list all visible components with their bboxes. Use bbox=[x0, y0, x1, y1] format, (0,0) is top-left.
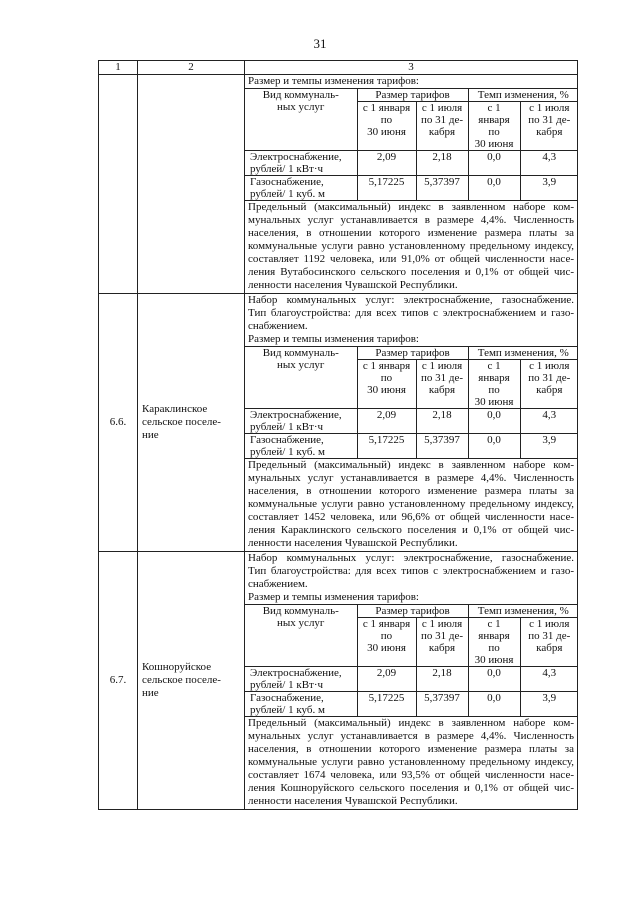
index-note-line: ленности населения Чувашской Республики. bbox=[248, 279, 458, 291]
tariff-value: 0,0 bbox=[468, 692, 520, 717]
period-header-line: по bbox=[380, 114, 393, 126]
tariff-value: 5,37397 bbox=[416, 176, 468, 201]
period-header-line: кабря bbox=[536, 384, 563, 396]
index-note-line: мунальных услуг устанавливается в размере 4,4%. Численность bbox=[248, 214, 574, 226]
municipality-content bbox=[245, 294, 578, 552]
tariff-value: 5,17225 bbox=[357, 434, 416, 459]
index-note-line: коммунальные услуги равно установленному предельному индексу, bbox=[248, 498, 574, 510]
tariff-value: 5,37397 bbox=[416, 692, 468, 717]
period-header-line: с 1 января bbox=[478, 102, 510, 126]
period-header-line: с 1 января bbox=[362, 618, 411, 630]
period-header-line: по bbox=[488, 642, 500, 654]
service-type-header bbox=[245, 89, 357, 151]
municipality-row bbox=[99, 75, 578, 294]
period-header-line: по bbox=[380, 372, 393, 384]
tariff-value: 2,09 bbox=[357, 151, 416, 176]
service-name-line: Газоснабжение, bbox=[250, 434, 324, 446]
index-note-line: ленности населения Чувашской Республики. bbox=[248, 795, 458, 807]
service-name-line: Электроснабжение, bbox=[250, 667, 342, 679]
intro-line: Набор коммунальных услуг: электроснабжение, газоснабжение. bbox=[248, 552, 574, 564]
tariff-table-wrapper bbox=[245, 88, 577, 201]
growth-rate-header: Темп изменения, % bbox=[468, 605, 578, 618]
period-header-line: с 1 января bbox=[478, 360, 510, 384]
tariff-table-wrapper bbox=[245, 604, 577, 717]
growth-rate-header: Темп изменения, % bbox=[468, 347, 578, 360]
municipality-number: 6.7. bbox=[99, 552, 138, 810]
period-header-line: с 1 января bbox=[478, 618, 510, 642]
service-name bbox=[245, 667, 357, 692]
period-header-line: с 1 января bbox=[362, 102, 411, 114]
growth-rate-header: Темп изменения, % bbox=[468, 89, 578, 102]
page-number: 31 bbox=[313, 36, 327, 51]
index-note-line: населения, в отношении которого изменение размера платы за bbox=[248, 227, 574, 239]
municipality-name-line: ние bbox=[142, 687, 159, 699]
period-header bbox=[357, 102, 416, 151]
period-header bbox=[357, 360, 416, 409]
index-note-line: коммунальные услуги равно установленному предельному индексу, bbox=[248, 240, 574, 252]
tariff-table-title: Размер и темпы изменения тарифов: bbox=[248, 75, 419, 87]
period-header-line: по 31 де- bbox=[420, 372, 464, 384]
period-header bbox=[468, 360, 520, 409]
period-header bbox=[468, 102, 520, 151]
service-name bbox=[245, 151, 357, 176]
service-name-line: Электроснабжение, bbox=[250, 151, 342, 163]
service-name bbox=[245, 692, 357, 717]
tariff-row bbox=[245, 409, 578, 434]
period-header-line: по 31 де- bbox=[528, 114, 571, 126]
period-header bbox=[520, 618, 578, 667]
service-name-line: рублей/ 1 кВт·ч bbox=[250, 163, 324, 175]
municipality-content bbox=[245, 552, 578, 810]
index-note-line: ления Вутабосинского сельского поселения и 0,1% от общей чис- bbox=[248, 266, 574, 278]
municipality-name bbox=[138, 75, 245, 294]
tariff-table bbox=[245, 604, 578, 717]
tariff-value: 0,0 bbox=[468, 667, 520, 692]
municipality-name-line: ние bbox=[142, 429, 159, 441]
tariff-document-table bbox=[98, 60, 578, 810]
municipality-name bbox=[138, 294, 245, 552]
period-header-line: по bbox=[488, 126, 500, 138]
tariff-value: 2,09 bbox=[357, 667, 416, 692]
period-header-line: с 1 января bbox=[362, 360, 411, 372]
municipality-row bbox=[99, 294, 578, 552]
index-note-line: ления Караклинского сельского поселения и 0,1% от общей чис- bbox=[248, 524, 574, 536]
service-type-header-line: Вид коммуналь- bbox=[262, 347, 339, 359]
tariff-table-wrapper bbox=[245, 346, 577, 459]
tariff-row bbox=[245, 176, 578, 201]
municipality-name-line: Караклинское bbox=[142, 403, 208, 415]
period-header bbox=[357, 618, 416, 667]
index-note-line: мунальных услуг устанавливается в размере 4,4%. Численность bbox=[248, 472, 574, 484]
tariff-value: 5,17225 bbox=[357, 176, 416, 201]
tariff-table bbox=[245, 88, 578, 201]
tariff-row bbox=[245, 667, 578, 692]
period-header-line: с 1 июля bbox=[529, 102, 570, 114]
service-name-line: Газоснабжение, bbox=[250, 692, 324, 704]
period-header-line: кабря bbox=[428, 642, 456, 654]
municipality-name bbox=[138, 552, 245, 810]
tariff-value: 0,0 bbox=[468, 434, 520, 459]
tariff-value: 3,9 bbox=[520, 176, 578, 201]
index-note-line: мунальных услуг устанавливается в размере 4,4%. Численность bbox=[248, 730, 574, 742]
service-type-header-line: ных услуг bbox=[277, 617, 325, 629]
period-header-line: 30 июня bbox=[474, 396, 514, 408]
period-header bbox=[468, 618, 520, 667]
tariff-value: 5,17225 bbox=[357, 692, 416, 717]
service-name bbox=[245, 434, 357, 459]
column-number-3: 3 bbox=[245, 61, 578, 75]
index-note-line: ления Кошноруйского сельского поселения и 0,1% от общей чис- bbox=[248, 782, 574, 794]
index-note-line: составляет 1674 человека, или 93,5% от общей численности насе- bbox=[248, 769, 574, 781]
municipality-name-line: Кошноруйское bbox=[142, 661, 212, 673]
column-number-row bbox=[99, 61, 578, 75]
index-note-line: Предельный (максимальный) индекс в заявленном наборе ком- bbox=[248, 717, 574, 729]
period-header-line: 30 июня bbox=[367, 126, 406, 138]
period-header-line: с 1 июля bbox=[421, 618, 463, 630]
intro-line: Тип благоустройства: для всех типов с электроснабжением и газо- bbox=[248, 565, 574, 577]
period-header-line: по bbox=[380, 630, 393, 642]
service-name-line: Газоснабжение, bbox=[250, 176, 324, 188]
intro-line: Тип благоустройства: для всех типов с электроснабжением и газо- bbox=[248, 307, 574, 319]
tariff-value: 2,18 bbox=[416, 667, 468, 692]
tariff-header-row bbox=[245, 89, 578, 102]
tariff-header-row bbox=[245, 347, 578, 360]
tariff-value: 4,3 bbox=[520, 151, 578, 176]
service-type-header-line: Вид коммуналь- bbox=[262, 89, 339, 101]
period-header bbox=[520, 360, 578, 409]
municipality-number bbox=[99, 75, 138, 294]
period-header-line: 30 июня bbox=[367, 642, 406, 654]
period-header bbox=[416, 360, 468, 409]
period-header bbox=[416, 102, 468, 151]
period-header-line: 30 июня bbox=[367, 384, 406, 396]
service-name bbox=[245, 176, 357, 201]
tariff-value: 2,09 bbox=[357, 409, 416, 434]
index-note-line: населения, в отношении которого изменение размера платы за bbox=[248, 485, 574, 497]
period-header-line: 30 июня bbox=[474, 138, 514, 150]
intro-line: снабжением. bbox=[248, 320, 308, 332]
service-name-line: рублей/ 1 кВт·ч bbox=[250, 679, 324, 691]
tariff-value: 3,9 bbox=[520, 434, 578, 459]
municipality-number: 6.6. bbox=[99, 294, 138, 552]
tariff-row bbox=[245, 434, 578, 459]
period-header-line: по bbox=[488, 384, 500, 396]
period-header-line: по 31 де- bbox=[420, 114, 464, 126]
index-note-line: населения, в отношении которого изменение размера платы за bbox=[248, 743, 574, 755]
intro-line: снабжением. bbox=[248, 578, 308, 590]
tariff-value: 3,9 bbox=[520, 692, 578, 717]
service-type-header bbox=[245, 605, 357, 667]
column-number-1: 1 bbox=[99, 61, 138, 75]
tariff-size-header: Размер тарифов bbox=[357, 347, 468, 360]
period-header-line: с 1 июля bbox=[421, 102, 463, 114]
period-header-line: с 1 июля bbox=[421, 360, 463, 372]
service-name bbox=[245, 409, 357, 434]
tariff-table-title: Размер и темпы изменения тарифов: bbox=[248, 591, 419, 603]
municipality-name-line: сельское поселе- bbox=[142, 674, 221, 686]
tariff-row bbox=[245, 692, 578, 717]
period-header-line: с 1 июля bbox=[529, 360, 570, 372]
tariff-value: 0,0 bbox=[468, 176, 520, 201]
tariff-value: 5,37397 bbox=[416, 434, 468, 459]
service-name-line: рублей/ 1 куб. м bbox=[250, 188, 325, 200]
service-type-header-line: ных услуг bbox=[277, 359, 325, 371]
index-note-line: Предельный (максимальный) индекс в заявленном наборе ком- bbox=[248, 201, 574, 213]
period-header bbox=[416, 618, 468, 667]
tariff-value: 2,18 bbox=[416, 409, 468, 434]
tariff-value: 0,0 bbox=[468, 409, 520, 434]
service-name-line: рублей/ 1 кВт·ч bbox=[250, 421, 324, 433]
tariff-value: 4,3 bbox=[520, 667, 578, 692]
period-header-line: с 1 июля bbox=[529, 618, 570, 630]
tariff-table bbox=[245, 346, 578, 459]
service-name-line: Электроснабжение, bbox=[250, 409, 342, 421]
period-header-line: по 31 де- bbox=[528, 372, 571, 384]
tariff-header-row bbox=[245, 605, 578, 618]
municipality-name-line: сельское поселе- bbox=[142, 416, 221, 428]
period-header-line: кабря bbox=[536, 642, 563, 654]
period-header-line: 30 июня bbox=[474, 654, 514, 666]
index-note-line: коммунальные услуги равно установленному предельному индексу, bbox=[248, 756, 574, 768]
period-header bbox=[520, 102, 578, 151]
period-header-line: по 31 де- bbox=[528, 630, 571, 642]
column-number-2: 2 bbox=[138, 61, 245, 75]
service-name-line: рублей/ 1 куб. м bbox=[250, 704, 325, 716]
tariff-row bbox=[245, 151, 578, 176]
index-note-line: составляет 1452 человека, или 96,6% от общей численности насе- bbox=[248, 511, 574, 523]
period-header-line: кабря bbox=[428, 126, 456, 138]
period-header-line: кабря bbox=[536, 126, 563, 138]
service-type-header bbox=[245, 347, 357, 409]
service-type-header-line: ных услуг bbox=[277, 101, 325, 113]
tariff-table-title: Размер и темпы изменения тарифов: bbox=[248, 333, 419, 345]
service-name-line: рублей/ 1 куб. м bbox=[250, 446, 325, 458]
service-type-header-line: Вид коммуналь- bbox=[262, 605, 339, 617]
municipality-row bbox=[99, 552, 578, 810]
tariff-size-header: Размер тарифов bbox=[357, 89, 468, 102]
index-note-line: ленности населения Чувашской Республики. bbox=[248, 537, 458, 549]
index-note-line: Предельный (максимальный) индекс в заявленном наборе ком- bbox=[248, 459, 574, 471]
tariff-value: 2,18 bbox=[416, 151, 468, 176]
municipality-content bbox=[245, 75, 578, 294]
tariff-value: 4,3 bbox=[520, 409, 578, 434]
tariff-size-header: Размер тарифов bbox=[357, 605, 468, 618]
period-header-line: кабря bbox=[428, 384, 456, 396]
index-note-line: составляет 1192 человека, или 91,0% от общей численности насе- bbox=[248, 253, 574, 265]
tariff-value: 0,0 bbox=[468, 151, 520, 176]
period-header-line: по 31 де- bbox=[420, 630, 464, 642]
intro-line: Набор коммунальных услуг: электроснабжение, газоснабжение. bbox=[248, 294, 574, 306]
